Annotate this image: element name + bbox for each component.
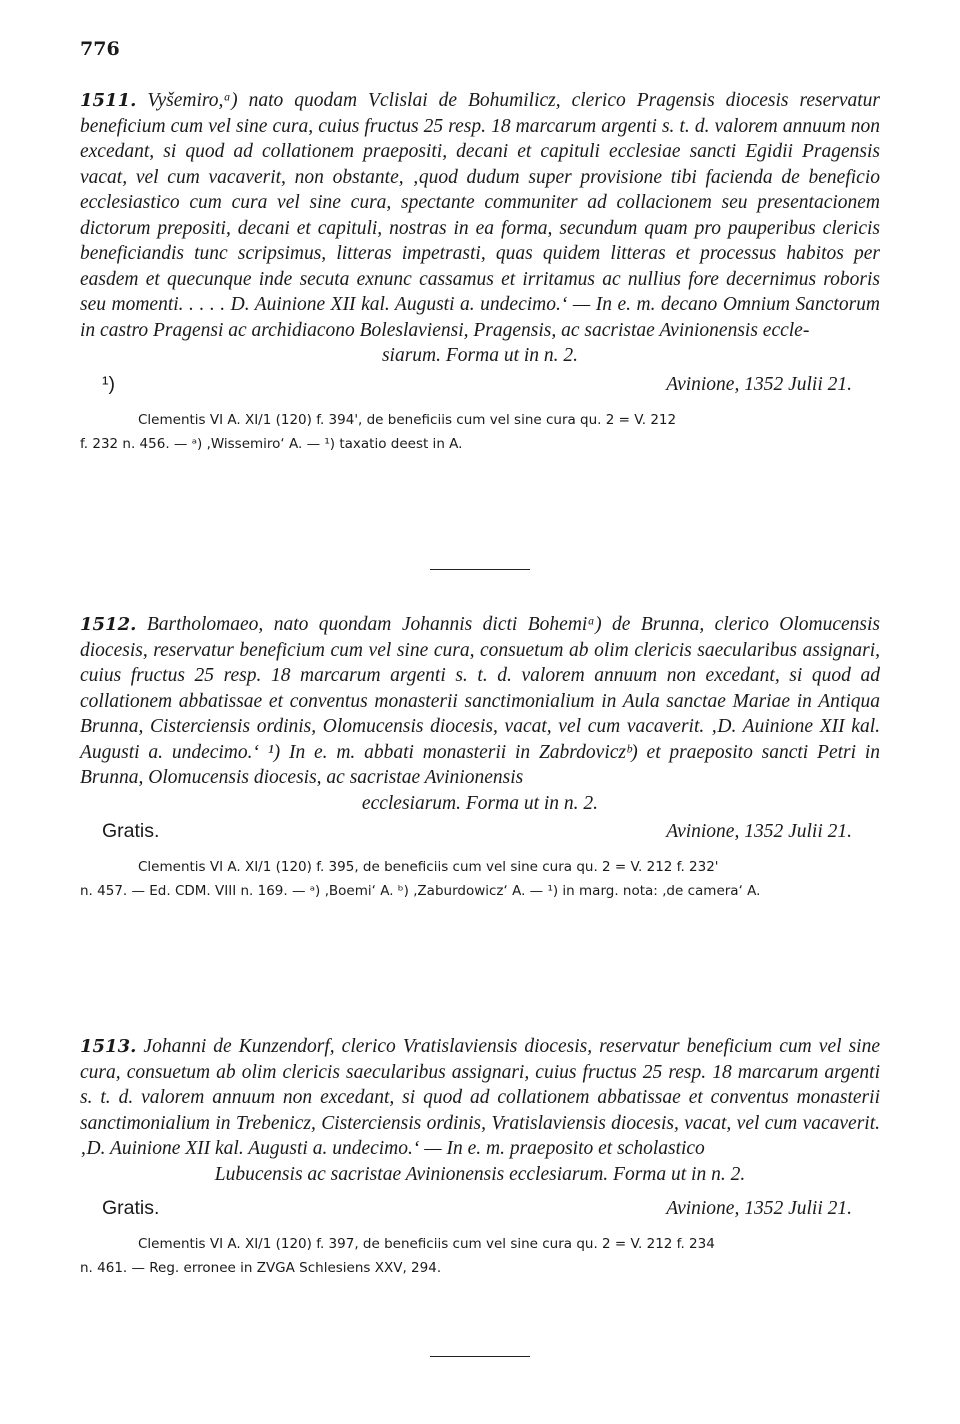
entry-date: Avinione, 1352 Julii 21. xyxy=(666,373,852,395)
entry-date-row xyxy=(80,1195,880,1222)
entry-date: Avinione, 1352 Julii 21. xyxy=(666,1198,852,1219)
footnote-line: f. 232 n. 456. — ᵃ) ‚Wissemiro‘ A. — ¹) taxatio deest in A. xyxy=(80,435,463,452)
entry-body xyxy=(80,88,880,343)
footnote-line: Clementis VI A. XI/1 (120) f. 397, de beneficiis cum vel sine cura qu. 2 = V. 212 f. 234 xyxy=(138,1236,715,1252)
entry-gratis: Gratis. xyxy=(102,1197,160,1219)
entry-number: 1511. xyxy=(80,90,137,111)
separator-rule xyxy=(430,1356,530,1357)
entry-date-left: ¹) xyxy=(102,372,115,395)
footnote-line: Clementis VI A. XI/1 (120) f. 395, de beneficiis cum vel sine cura qu. 2 = V. 212 f. 232' xyxy=(138,859,719,875)
entry-body xyxy=(80,612,880,791)
entry-closing-line: ecclesiarum. Forma ut in n. 2. xyxy=(361,792,599,814)
entry-number: 1513. xyxy=(80,1036,137,1057)
page-number: 776 xyxy=(80,38,120,60)
entry-1511 xyxy=(80,88,880,456)
entry-footnotes xyxy=(80,1232,880,1280)
footnote-line: n. 461. — Reg. erronee in ZVGA Schlesiens XXV, 294. xyxy=(80,1260,442,1276)
footnote-line: n. 457. — Ed. CDM. VIII n. 169. — ᵃ) ‚Boemi‘ A. ᵇ) ‚Zaburdowicz‘ A. — ¹) in marg. nota: ‚de camera‘ A. xyxy=(80,883,761,899)
entry-1513 xyxy=(80,1034,880,1280)
entry-date: Avinione, 1352 Julii 21. xyxy=(666,821,852,842)
entry-gratis: Gratis. xyxy=(102,820,160,842)
entry-text: Vyšemiro,ᵃ) nato quodam Vclislai de Bohumilicz, clerico Pragensis diocesis reservatur beneficium cum vel sine cura, cuius fructus 25 resp. 18 marcarum argenti s. t. d. valorem annuum non excedant, si quod ad collationem praepositi, decani et capituli ecclesiae sancti Egidii Pragensis vacat, vel cum vacaverit, non obstante, ‚quod dudum super provisione tibi facienda de beneficio ecclesiastico cum cura vel sine cura, spectante communiter ad collacionem seu presentacionem dictorum prepositi, decani et capituli, nostras in ea forma, secundum quam pro pauperibus clericis beneficiandis tunc scripsimus, litteras impetrasti, quas quidem litteras et processus habitos per easdem et quecunque inde secuta exnunc cassamus et irritamus ac nullius fore decernimus roboris seu momenti. . . . . D. Auinione XII kal. Augusti a. undecimo.‘ — In e. m. decano Omnium Sanctorum in castro Pragensi ac archidiacono Boleslaviensi, Pragensis, ac sacristae Avinionensis eccle- xyxy=(80,90,880,341)
entry-number: 1512. xyxy=(80,614,137,635)
entry-closing-line: Lubucensis ac sacristae Avinionensis ecclesiarum. Forma ut in n. 2. xyxy=(214,1163,746,1185)
entry-date-row xyxy=(80,818,880,845)
footnote-line: Clementis VI A. XI/1 (120) f. 394', de beneficiis cum vel sine cura qu. 2 = V. 212 xyxy=(138,411,677,428)
entry-closing-line: siarum. Forma ut in n. 2. xyxy=(381,345,579,366)
entry-body xyxy=(80,1034,880,1162)
entry-footnotes xyxy=(80,855,880,903)
entry-1512 xyxy=(80,612,880,903)
separator-rule xyxy=(430,569,530,570)
entry-text: Bartholomaeo, nato quondam Johannis dicti Bohemiᵃ) de Brunna, clerico Olomucensis diocesis, reservatur beneficium cum vel sine cura, consuetum ab olim clericis saecularibus assignari, cuius fructus 25 resp. 18 marcarum argenti s. t. d. valorem annuum non excedant, si quod ad collationem abbatissae et conventus monasterii sanctimonialium in Aula sanctae Mariae in Antiqua Brunna, Cisterciensis ordinis, Olomucensis diocesis, vacat, vel cum vacaverit. ‚D. Auinione XII kal. Augusti a. undecimo.‘ ¹) In e. m. abbati monasterii in Zabrdoviczᵇ) et praeposito sancti Petri in Brunna, Olomucensis diocesis, ac sacristae Avinionensis xyxy=(80,614,880,788)
entry-text: Johanni de Kunzendorf, clerico Vratislaviensis diocesis, reservatur beneficium cum vel sine cura, consuetum ab olim clericis saecularibus assignari, cuius fructus 25 resp. 18 marcarum argenti s. t. d. valorem annuum non excedant, si quod ad collationem abbatissae et conventus monasterii sanctimonialium in Trebenicz, Cisterciensis ordinis, Vratislaviensis diocesis, vacat, vel cum vacaverit. ‚D. Auinione XII kal. Augusti a. undecimo.‘ — In e. m. praeposito et scholastico xyxy=(80,1036,880,1159)
entry-footnotes xyxy=(80,408,880,456)
entry-date-row xyxy=(80,371,880,398)
